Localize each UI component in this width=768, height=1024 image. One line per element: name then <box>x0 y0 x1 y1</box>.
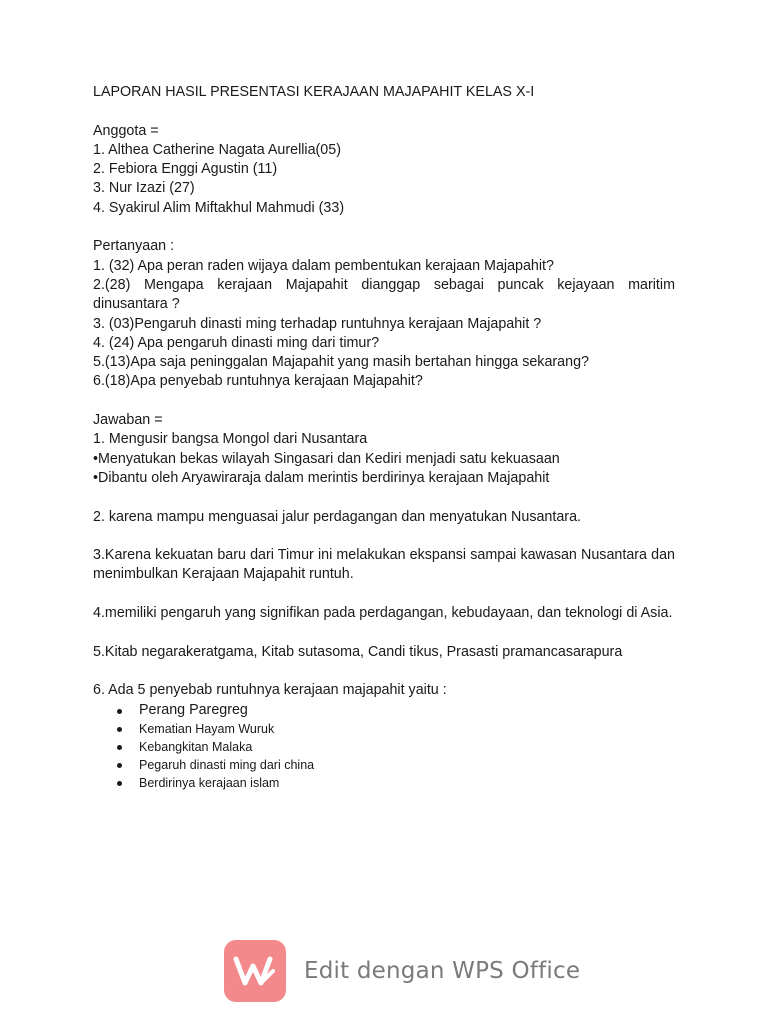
penyebab-list <box>93 701 675 792</box>
document-title: LAPORAN HASIL PRESENTASI KERAJAAN MAJAPAHIT KELAS X-I <box>93 84 535 100</box>
pertanyaan-heading: Pertanyaan : <box>93 238 175 255</box>
anggota-item: 1. Althea Catherine Nagata Aurellia(05) <box>93 141 341 158</box>
pertanyaan-section <box>93 237 675 391</box>
wps-edit-label: Edit dengan WPS Office <box>304 958 581 984</box>
anggota-item: 3. Nur Izazi (27) <box>93 180 195 197</box>
anggota-heading: Anggota = <box>93 122 159 139</box>
jawaban-item: 5.Kitab negarakeratgama, Kitab sutasoma, Candi tikus, Prasasti pramancasarapura <box>93 643 623 660</box>
jawaban-item: •Menyatukan bekas wilayah Singasari dan Kediri menjadi satu kekuasaan <box>93 450 560 467</box>
jawaban-section <box>93 411 675 791</box>
pertanyaan-item: 3. (03)Pengaruh dinasti ming terhadap runtuhnya kerajaan Majapahit ? <box>93 315 542 332</box>
list-item: Kematian Hayam Wuruk <box>139 720 675 738</box>
wps-logo-icon <box>224 940 286 1002</box>
pertanyaan-item: 5.(13)Apa saja peninggalan Majapahit yang masih bertahan hingga sekarang? <box>93 354 589 371</box>
jawaban-item: 4.memiliki pengaruh yang signifikan pada perdagangan, kebudayaan, dan teknologi di Asia. <box>93 605 673 622</box>
wps-edit-banner[interactable] <box>224 940 580 1002</box>
jawaban-heading: Jawaban = <box>93 412 163 429</box>
pertanyaan-item: 2.(28) Mengapa kerajaan Majapahit dianggap sebagai puncak kejayaan maritim dinusantara ? <box>93 276 675 313</box>
list-item: Kebangkitan Malaka <box>139 738 675 756</box>
jawaban-item: •Dibantu oleh Aryawiraraja dalam merintis berdirinya kerajaan Majapahit <box>93 469 550 486</box>
list-item: Pegaruh dinasti ming dari china <box>139 756 675 774</box>
document-page <box>93 83 675 792</box>
pertanyaan-item: 6.(18)Apa penyebab runtuhnya kerajaan Majapahit? <box>93 373 423 390</box>
jawaban-item: 1. Mengusir bangsa Mongol dari Nusantara <box>93 431 368 448</box>
list-item: Perang Paregreg <box>139 701 675 720</box>
anggota-item: 4. Syakirul Alim Miftakhul Mahmudi (33) <box>93 199 345 216</box>
anggota-section <box>93 122 675 218</box>
list-item: Berdirinya kerajaan islam <box>139 774 675 792</box>
jawaban-item: 6. Ada 5 penyebab runtuhnya kerajaan majapahit yaitu : <box>93 682 447 699</box>
jawaban-item: 2. karena mampu menguasai jalur perdagangan dan menyatukan Nusantara. <box>93 508 581 525</box>
pertanyaan-item: 4. (24) Apa pengaruh dinasti ming dari timur? <box>93 334 380 351</box>
jawaban-item: 3.Karena kekuatan baru dari Timur ini melakukan ekspansi sampai kawasan Nusantara dan menimbulkan Kerajaan Majapahit runtuh. <box>93 547 675 583</box>
pertanyaan-item: 1. (32) Apa peran raden wijaya dalam pembentukan kerajaan Majapahit? <box>93 257 554 274</box>
anggota-item: 2. Febiora Enggi Agustin (11) <box>93 161 278 178</box>
